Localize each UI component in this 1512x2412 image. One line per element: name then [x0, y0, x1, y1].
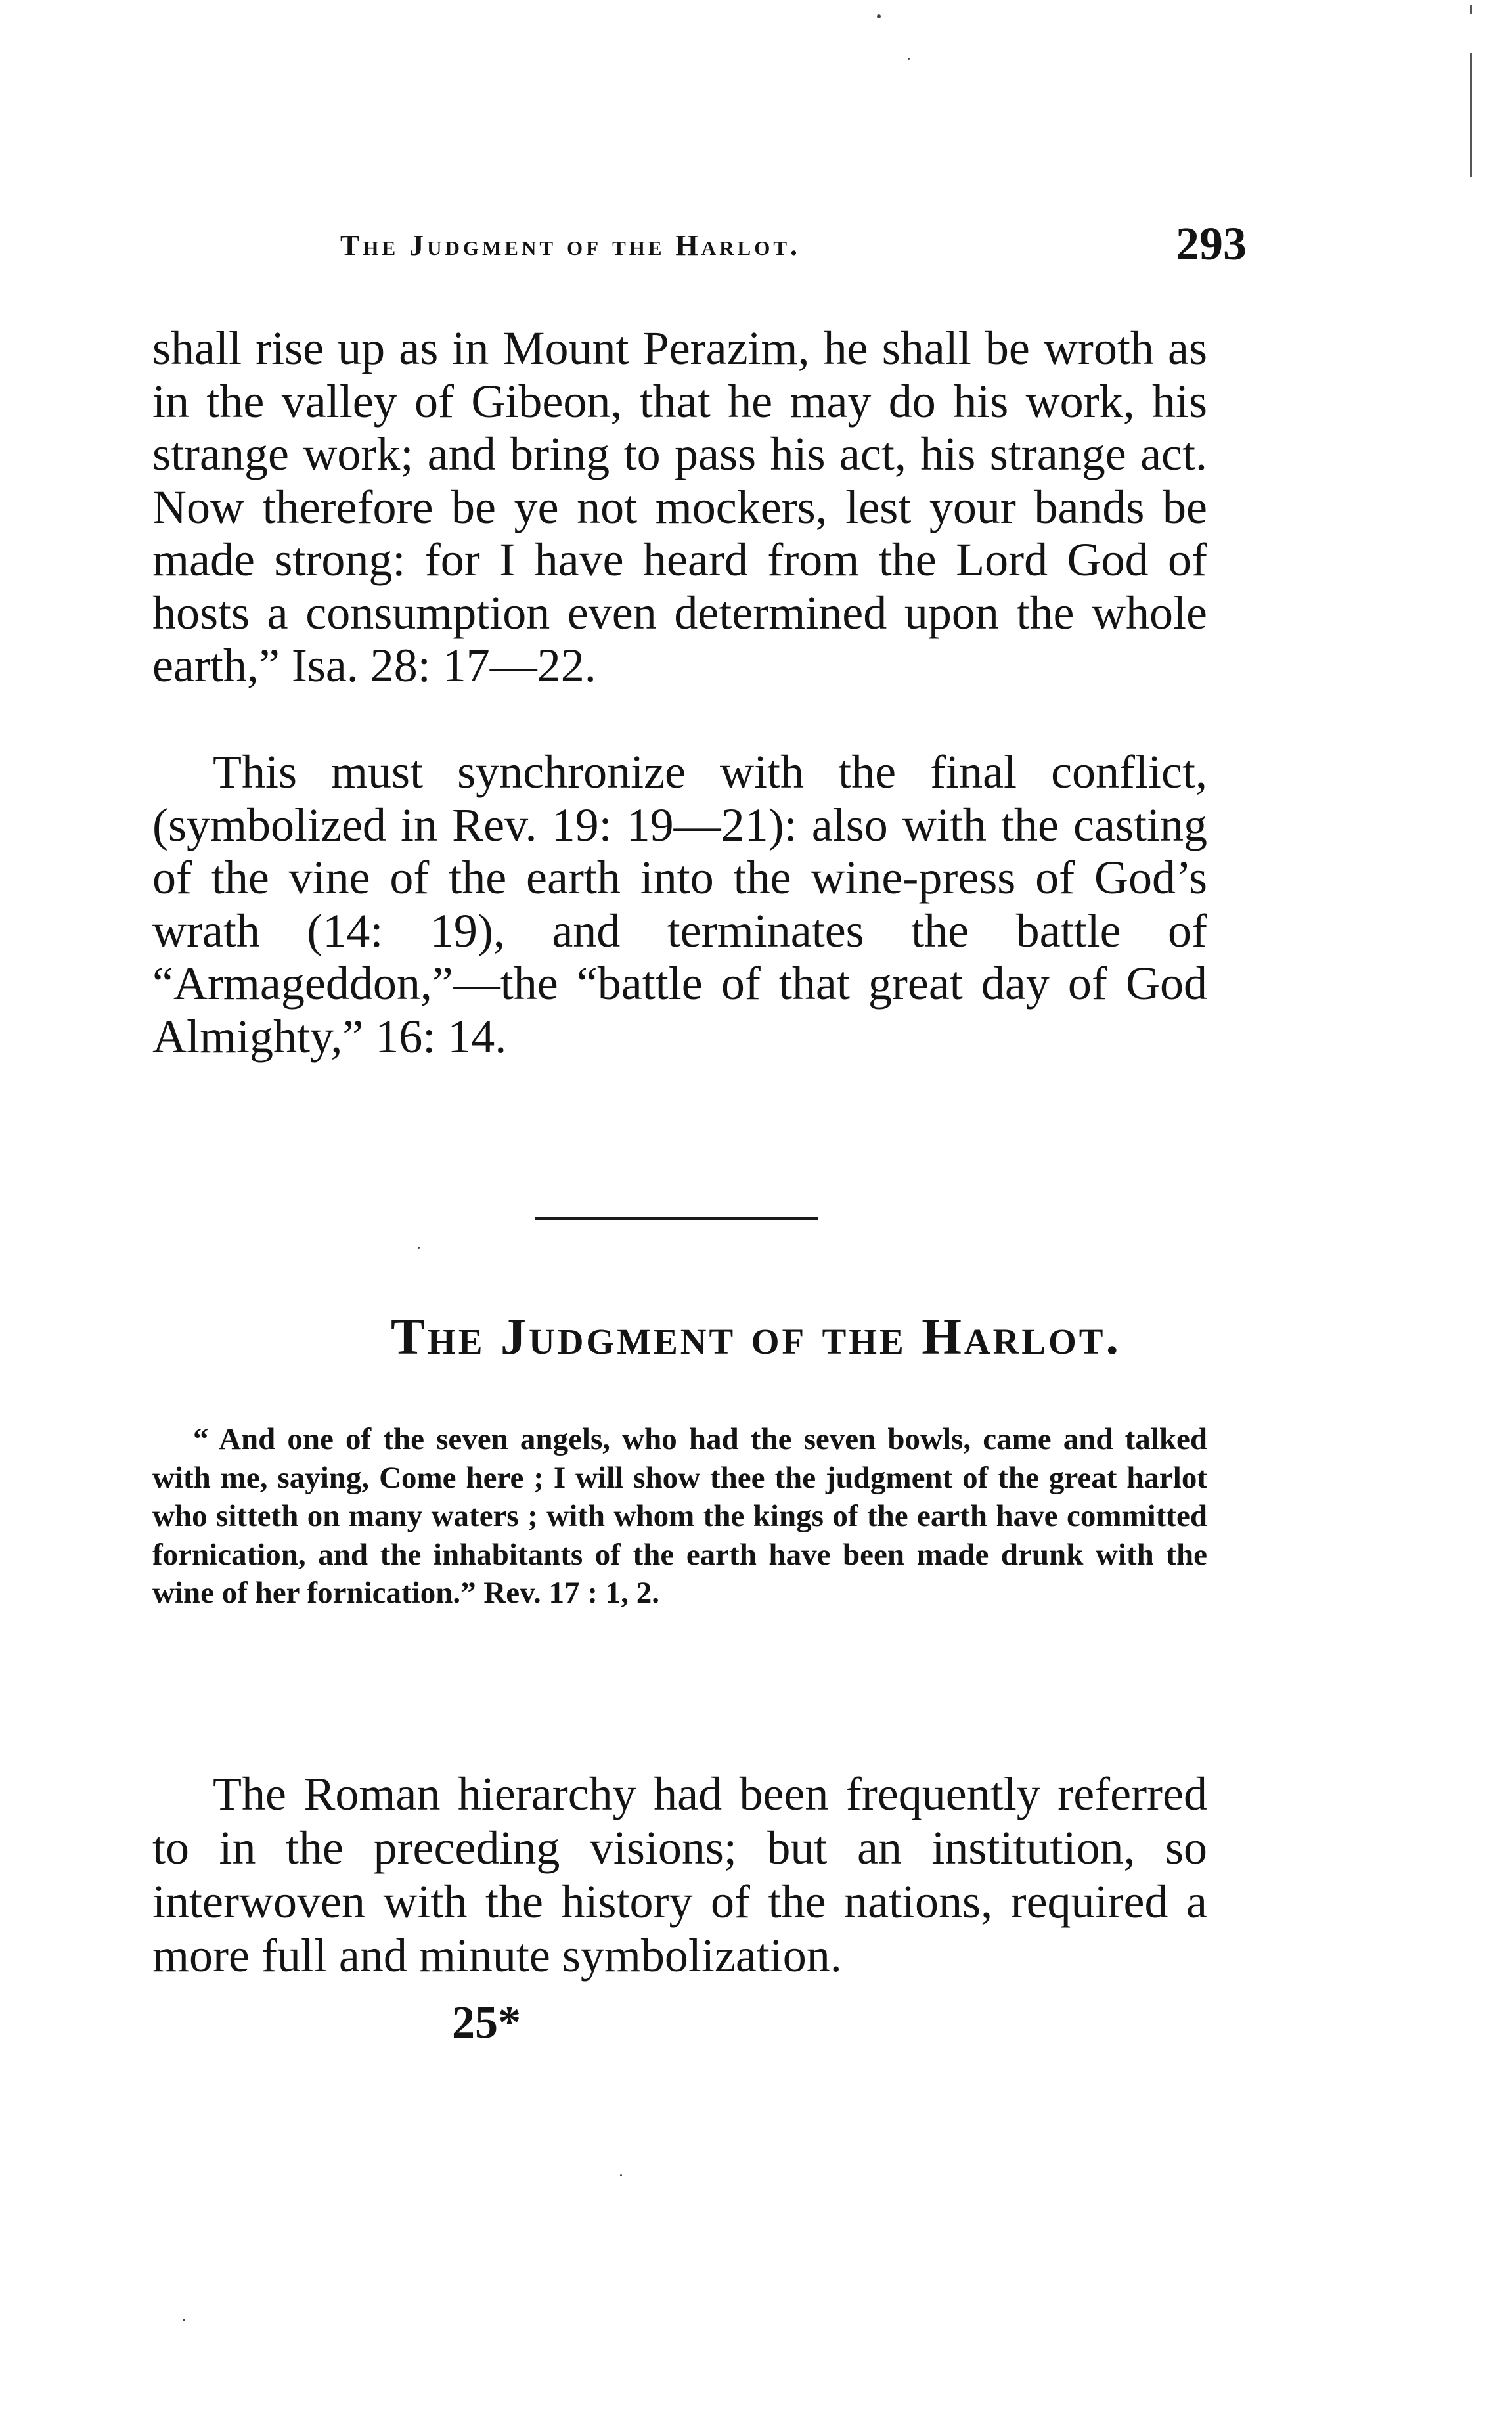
section-heading: The Judgment of the Harlot. [391, 1308, 1121, 1365]
paragraph-conflict: This must synchronize with the final conflict, (symbolized in Rev. 19: 19—21): also with the casting of the vine of the earth into the wine-press of God’s wrath (14: 19), and terminates the battle of “Armageddon,”—the “battle of that great day of God Almighty,” 16: 14. [152, 746, 1207, 1063]
scripture-epigraph: “ And one of the seven angels, who had the seven bowls, came and talked with me, saying, Come here ; I will show thee the judgment of the great harlot who sitteth on many waters ; with whom the kings of the earth have committed fornication, and the inhabitants of the earth have been made drunk with the wine of her fornication.” Rev. 17 : 1, 2. [152, 1422, 1207, 1610]
print-speck [620, 2174, 622, 2176]
running-head [340, 217, 1247, 276]
print-speck [418, 1247, 420, 1249]
running-title: The Judgment of the Harlot. [340, 229, 801, 261]
paragraph-continuation: shall rise up as in Mount Perazim, he shall be wroth as in the valley of Gibeon, that he may do his work, his strange work; and bring to pass his act, his strange act. Now therefore be ye not mockers, lest your bands be made strong: for I have heard from the Lord God of hosts a consumption even determined upon the whole earth,” Isa. 28: 17—22. [152, 322, 1207, 692]
signature-mark: 25* [452, 1998, 521, 2048]
print-speck [908, 58, 910, 60]
paragraph-roman-hierarchy: The Roman hierarchy had been frequently referred to in the preceding visions; but an institution, so interwoven with the history of the nations, required a more full and minute symbolization. [152, 1768, 1207, 1982]
page-number: 293 [1176, 217, 1247, 270]
scan-edge-mark [1470, 53, 1472, 177]
print-speck [877, 14, 881, 18]
section-divider [535, 1217, 818, 1220]
scan-edge-mark [1470, 5, 1472, 14]
print-speck [183, 2319, 185, 2321]
